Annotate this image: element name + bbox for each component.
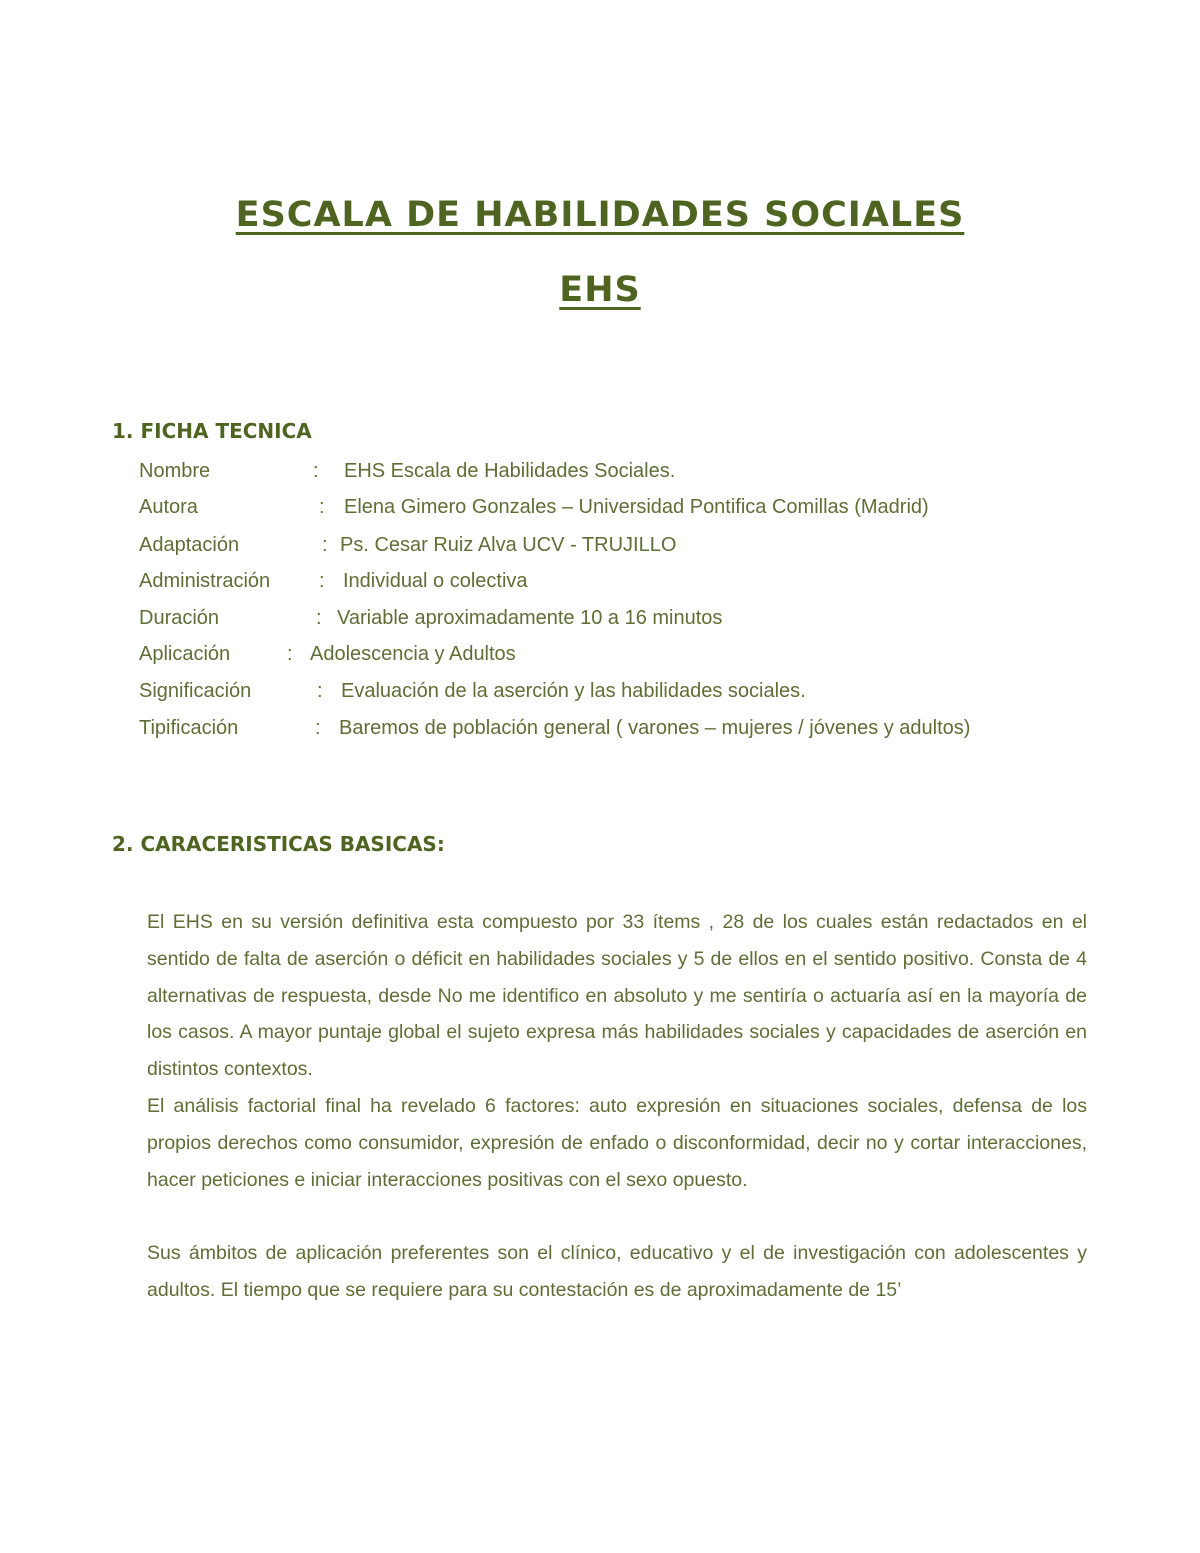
ficha-colon: : <box>322 534 328 556</box>
ficha-colon: : <box>319 496 325 518</box>
ficha-colon: : <box>313 460 319 482</box>
ficha-colon: : <box>315 717 321 739</box>
ficha-colon: : <box>316 607 322 629</box>
ficha-label: Autora <box>139 496 198 518</box>
ficha-colon: : <box>319 570 325 592</box>
ficha-value: Baremos de población general ( varones – mujeres / jóvenes y adultos) <box>339 717 971 739</box>
paragraph-description: El EHS en su versión definitiva esta compuesto por 33 ítems , 28 de los cuales están redactados en el sentido de falta de aserción o déficit en habilidades sociales y 5 de ellos en el sentido positivo. Consta de 4 alternativas de respuesta, desde No me identifico en absoluto y me sentiría o actuaría así en la mayoría de los casos. A mayor puntaje global el sujeto expresa más habilidades sociales y capacidades de aserción en distintos contextos. <box>147 911 1087 1081</box>
ficha-label: Significación <box>139 680 252 702</box>
ficha-colon: : <box>287 643 293 665</box>
ficha-value: Evaluación de la aserción y las habilidades sociales. <box>341 680 806 702</box>
ficha-label: Aplicación <box>139 643 231 665</box>
document-title: ESCALA DE HABILIDADES SOCIALES <box>235 195 965 235</box>
ficha-value: EHS Escala de Habilidades Sociales. <box>344 460 676 482</box>
section-heading-ficha-tecnica: 1. FICHA TECNICA <box>112 419 312 443</box>
ficha-colon: : <box>317 680 323 702</box>
ficha-value: Variable aproximadamente 10 a 16 minutos <box>337 607 723 629</box>
ficha-label: Adaptación <box>139 534 240 556</box>
ficha-value: Adolescencia y Adultos <box>310 643 516 665</box>
section-heading-caracteristicas-basicas: 2. CARACERISTICAS BASICAS: <box>112 832 445 856</box>
ficha-value: Elena Gimero Gonzales – Universidad Pontifica Comillas (Madrid) <box>344 496 929 518</box>
paragraph-application-scope: Sus ámbitos de aplicación preferentes son el clínico, educativo y el de investigación con adolescentes y adultos. El tiempo que se requiere para su contestación es de aproximadamente de 15’ <box>147 1242 1087 1301</box>
ficha-value: Ps. Cesar Ruiz Alva UCV - TRUJILLO <box>340 534 677 556</box>
ficha-label: Tipificación <box>139 717 239 739</box>
ficha-label: Duración <box>139 607 220 629</box>
ficha-value: Individual o colectiva <box>343 570 528 592</box>
ficha-label: Administración <box>139 570 271 592</box>
paragraph-factor-analysis: El análisis factorial final ha revelado 6 factores: auto expresión en situaciones sociales, defensa de los propios derechos como consumidor, expresión de enfado o disconformidad, decir no y cortar interacciones, hacer peticiones e iniciar interacciones positivas con el sexo opuesto. <box>147 1095 1087 1191</box>
document-subtitle: EHS <box>559 270 641 310</box>
ficha-label: Nombre <box>139 460 211 482</box>
